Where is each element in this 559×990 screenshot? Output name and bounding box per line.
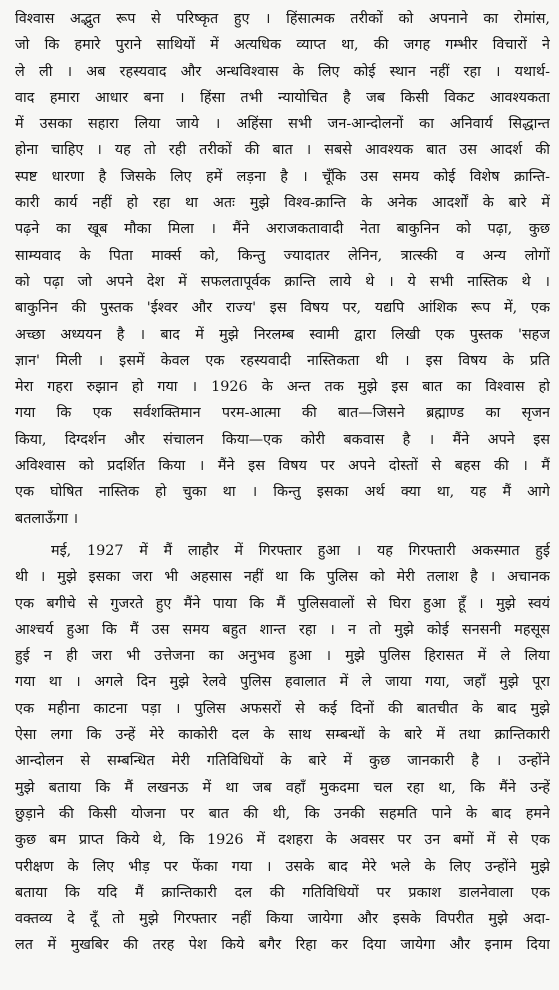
text-line: को पढ़ा जो अपने देश में सफलतापूर्वक क्रान्ति लाये थे । ये सभी नास्तिक थे । (15, 273, 550, 290)
text-line: मई, 1927 में मैं लाहौर में गिरफ्तार हुआ । यह गिरफ्तारी अकस्मात हुई (51, 542, 550, 559)
text-line: मेरा गहरा रुझान हो गया । 1926 के अन्त तक मुझे इस बात का विश्वास हो (15, 379, 550, 396)
text-line: आन्दोलन से सम्बन्धित मेरी गतिविधियों के बारे में कुछ जानकारी है । उन्होंने (15, 753, 550, 770)
text-line: ले ली । अब रहस्यवाद और अन्धविश्वास के लिए कोई स्थान नहीं रहा । यथार्थ- (15, 63, 550, 80)
text-line: हुई न ही जरा भी उत्तेजना का अनुभव हुआ । मुझे पुलिस हिरासत में ले लिया (15, 648, 550, 665)
paragraph (15, 538, 550, 959)
text-line: अविश्वास को प्रदर्शित किया । मैंने इस विषय पर अपने दोस्तों से बहस की । मैं (15, 458, 550, 475)
text-line: किया, दिग्दर्शन और संचालन किया—एक कोरी बकवास है । मैंने अपने इस (15, 431, 550, 448)
paragraph (15, 6, 550, 532)
text-line: होना चाहिए । यह तो रही तरीकों की बात । सबसे आवश्यक बात उस आदर्श की (15, 142, 550, 159)
text-line: थी । मुझे इसका जरा भी अहसास नहीं था कि पुलिस को मेरी तलाश है । अचानक (15, 569, 550, 586)
text-line: स्पष्ट धारणा है जिसके लिए हमें लड़ना है । चूँकि उस समय कोई विशेष क्रान्ति- (15, 168, 550, 185)
text-line: में उसका सहारा लिया जाये । अहिंसा सभी जन-आन्दोलनों का अनिवार्य सिद्धान्त (15, 116, 550, 133)
text-line: मुझे बताया कि मैं लखनऊ में था जब वहाँ मुकदमा चल रहा था, कि मैंने उन्हें (15, 779, 550, 796)
text-line: बताया कि यदि मैं क्रान्तिकारी दल की गतिविधियों पर प्रकाश डालनेवाला एक (15, 884, 550, 901)
text-line: बाकुनिन की पुस्तक 'ईश्वर और राज्य' इस विषय पर, यद्यपि आंशिक रूप में, एक (15, 300, 550, 317)
text-line: कारी कार्य नहीं हो रहा था अतः मुझे विश्व-क्रान्ति के अनेक आदर्शों के बारे में (15, 195, 550, 212)
text-line: वक्तव्य दे दूँ तो मुझे गिरफ्तार नहीं किया जायेगा और इसके विपरीत मुझे अदा- (15, 911, 550, 928)
text-line: परीक्षण के लिए भीड़ पर फेंका गया । उसके बाद मेरे भले के लिए उन्होंने मुझे (15, 858, 550, 875)
text-line: छुड़ाने की किसी योजना पर बात की थी, कि उनकी सहमति पाने के बाद हमने (15, 805, 550, 822)
text-line: एक घोषित नास्तिक हो चुका था । किन्तु इसका अर्थ क्या था, यह मैं आगे (15, 484, 550, 501)
text-line: गया कि एक सर्वशक्तिमान परम-आत्मा की बात—जिसने ब्रह्माण्ड का सृजन (15, 405, 550, 422)
text-line: वाद हमारा आधार बना । हिंसा तभी न्यायोचित है जब किसी विकट आवश्यकता (15, 89, 550, 106)
text-line: जो कि हमारे पुराने साथियों में अत्यधिक व्याप्त था, की जगह गम्भीर विचारों ने (15, 37, 550, 54)
text-line: एक महीना काटना पड़ा । पुलिस अफसरों से कई दिनों की बातचीत के बाद मुझे (15, 700, 550, 717)
text-line: एक बगीचे से गुजरते हुए मैंने पाया कि मैं पुलिसवालों से घिरा हुआ हूँ । मुझे स्वयं (15, 595, 550, 612)
text-line: गया था । अगले दिन मुझे रेलवे पुलिस हवालात में ले जाया गया, जहाँ मुझे पूरा (15, 674, 550, 691)
text-line: अच्छा अध्ययन है । बाद में मुझे निरलम्ब स्वामी द्वारा लिखी एक पुस्तक 'सहज (15, 326, 550, 343)
text-line: पढ़ने का खूब मौका मिला । मैंने अराजकतावादी नेता बाकुनिन को पढ़ा, कुछ (15, 221, 550, 238)
text-line: लत में मुखबिर की तरह पेश किये बगैर रिहा कर दिया जायेगा और इनाम दिया (15, 937, 550, 954)
text-line: ज्ञान' मिली । इसमें केवल एक रहस्यवादी नास्तिकता थी । इस विषय के प्रति (15, 352, 550, 369)
text-line: बतलाऊँगा । (15, 510, 79, 527)
text-line: आश्चर्य हुआ कि मैं उस समय बहुत शान्त रहा । न तो मुझे कोई सनसनी महसूस (15, 621, 550, 638)
text-line: कुछ बम प्राप्त किये थे, कि 1926 में दशहरा के अवसर पर उन बमों में से एक (15, 832, 550, 849)
text-line: ऐसा लगा कि उन्हें मेरे काकोरी दल के साथ सम्बन्धों के बारे में तथा क्रान्तिकारी (15, 727, 550, 744)
text-line: विश्वास अद्भुत रूप से परिष्कृत हुए । हिंसात्मक तरीकों को अपनाने का रोमांस, (15, 11, 550, 27)
text-line: साम्यवाद के पिता मार्क्स को, किन्तु ज्यादातर लेनिन, त्रात्स्की व अन्य लोगों (15, 247, 550, 264)
